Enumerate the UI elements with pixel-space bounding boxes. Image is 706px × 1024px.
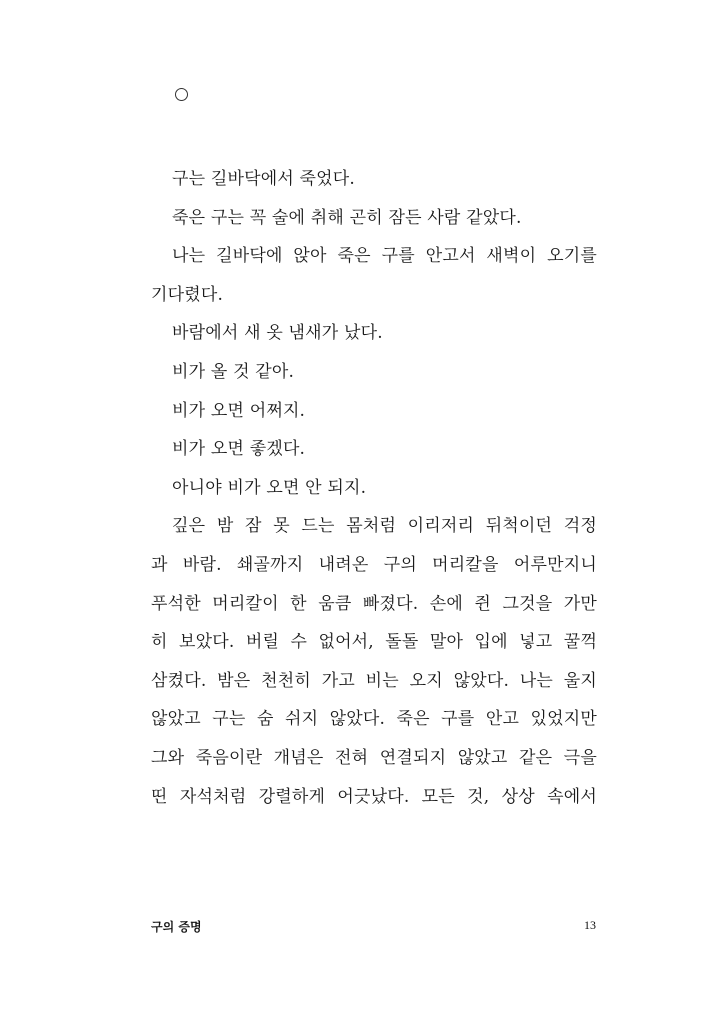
page-number: 13 [584,918,596,932]
section-circle-icon [175,88,188,101]
text-line: 띤 자석처럼 강렬하게 어긋났다. 모든 것, 상상 속에서 [151,786,597,807]
text-line: 그와 죽음이란 개념은 전혀 연결되지 않았고 같은 극을 [151,747,597,768]
text-line: 과 바람. 쇄골까지 내려온 구의 머리칼을 어루만지니 [151,554,597,575]
text-line: 기다렸다. [151,284,224,305]
text-line: 비가 올 것 같아. [172,361,295,382]
text-line: 바람에서 새 옷 냄새가 났다. [172,323,383,344]
text-line: 히 보았다. 버릴 수 없어서, 돌돌 말아 입에 넣고 꿀꺽 [151,632,597,653]
text-line: 아니야 비가 오면 안 되지. [172,477,367,498]
text-line: 않았고 구는 숨 쉬지 않았다. 죽은 구를 안고 있었지만 [151,709,597,730]
text-line: 비가 오면 좋겠다. [172,439,306,460]
text-line: 구는 길바닥에서 죽었다. [172,169,356,189]
footer-book-title: 구의 증명 [151,920,202,934]
text-line: 깊은 밤 잠 못 드는 몸처럼 이리저리 뒤척이던 걱정 [172,516,597,537]
text-line: 비가 오면 어쩌지. [172,400,306,421]
text-line: 푸석한 머리칼이 한 움큼 빠졌다. 손에 쥔 그것을 가만 [151,593,597,614]
text-line: 나는 길바닥에 앉아 죽은 구를 안고서 새벽이 오기를 [172,246,597,267]
body-text [151,160,597,816]
text-line: 삼켰다. 밤은 천천히 가고 비는 오지 않았다. 나는 울지 [151,670,597,691]
text-line: 죽은 구는 꼭 술에 취해 곤히 잠든 사람 같았다. [172,207,522,228]
